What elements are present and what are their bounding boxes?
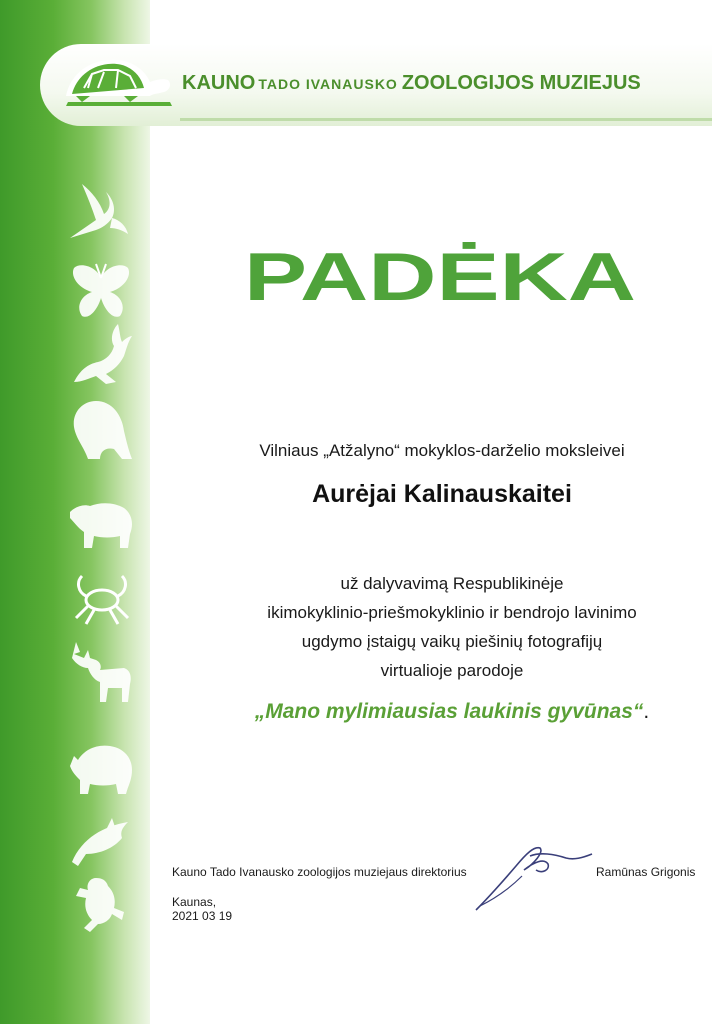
signer-name: Ramūnas Grigonis — [596, 865, 696, 879]
museum-name-part3: ZOOLOGIJOS MUZIEJUS — [401, 72, 641, 94]
certificate-title — [240, 236, 640, 310]
signature-image — [470, 836, 600, 916]
header-underline — [180, 118, 712, 121]
body-line: ugdymo įstaigų vaikų piešinių fotografijų — [301, 632, 603, 651]
recipient-name: Aurėjai Kalinauskaitei — [312, 480, 572, 508]
hare-icon — [66, 320, 136, 390]
exhibition-name: „Mano mylimiausias laukinis gyvūnas“ — [254, 700, 644, 723]
certificate-body — [180, 569, 724, 685]
bear-icon — [66, 488, 136, 558]
strip-edge — [150, 0, 156, 1024]
body-line: už dalyvavimą Respublikinėje — [340, 574, 564, 593]
frog-icon — [66, 870, 136, 940]
place-date — [172, 895, 232, 923]
exhibition-period: . — [643, 700, 650, 723]
museum-name — [182, 72, 641, 95]
museum-name-part1: KAUNO — [182, 72, 256, 94]
place: Kaunas, — [172, 895, 217, 909]
bird-icon — [66, 180, 136, 250]
organization-line: Vilniaus „Atžalyno“ mokyklos-darželio moksleivei — [259, 441, 625, 460]
date: 2021 03 19 — [172, 909, 233, 923]
certificate-title-text: PADĖKA — [244, 239, 636, 310]
crab-icon — [66, 566, 136, 636]
moose-icon — [66, 636, 136, 706]
lion-icon — [66, 395, 136, 465]
exhibition-title — [180, 700, 724, 724]
signer-role: Kauno Tado Ivanausko zoologijos muziejaus direktorius — [172, 865, 467, 879]
dolphin-icon — [66, 808, 136, 878]
museum-name-part2: TADO IVANAUSKO — [258, 76, 398, 92]
body-line: ikimokyklinio-priešmokyklinio ir bendrojo lavinimo — [267, 603, 637, 622]
turtle-logo-icon — [58, 48, 182, 110]
butterfly-icon — [66, 258, 136, 328]
rhino-icon — [66, 730, 136, 800]
body-line: virtualioje parodoje — [380, 661, 524, 680]
